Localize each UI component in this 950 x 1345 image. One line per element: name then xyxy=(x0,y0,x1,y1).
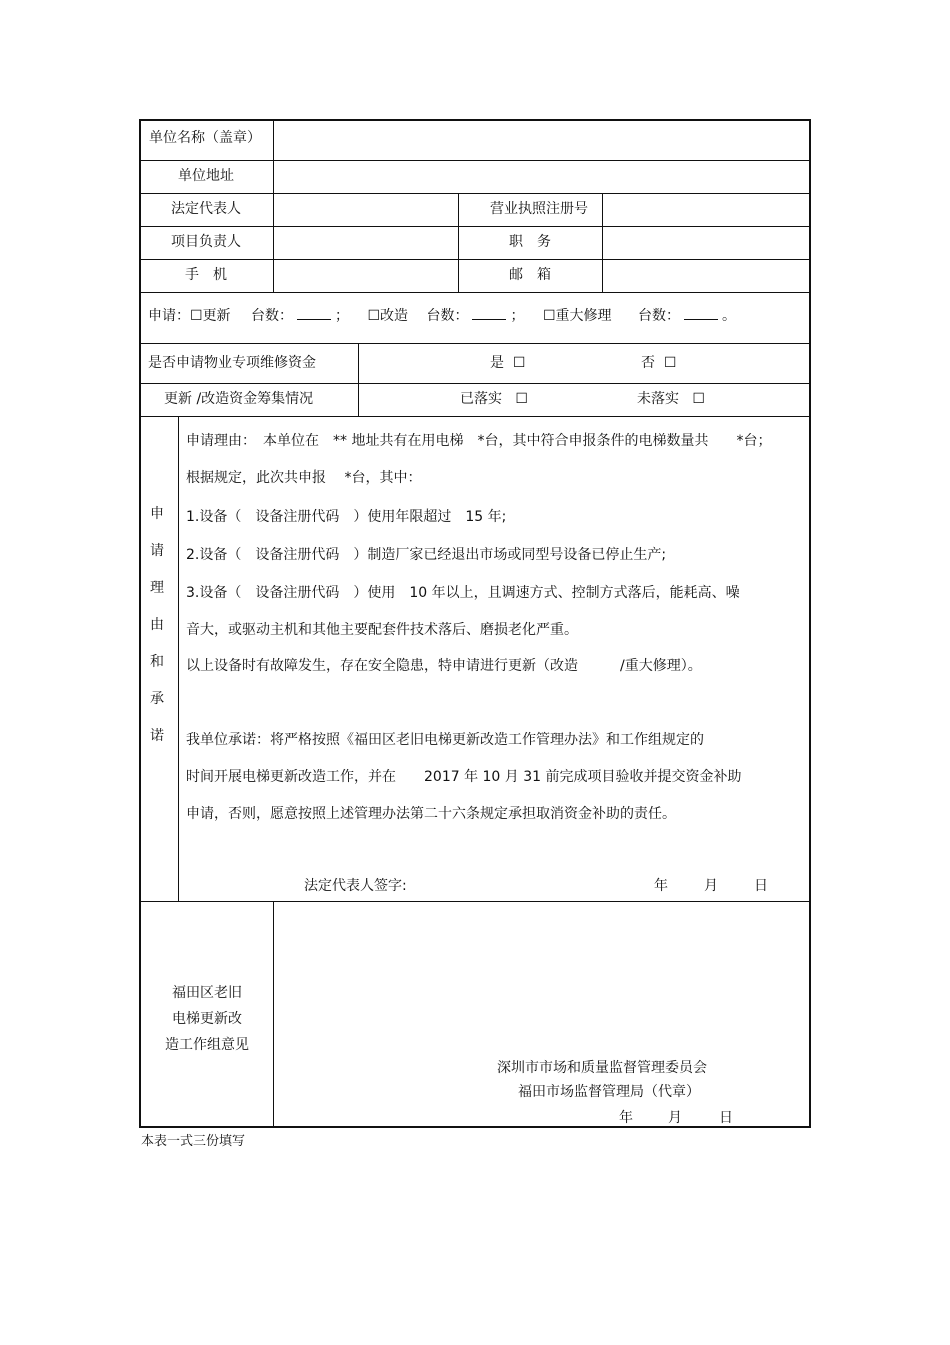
fund-done-label: 已落实 xyxy=(460,391,502,407)
unit-address-label: 单位地址 xyxy=(178,168,234,184)
col-divider xyxy=(273,119,274,293)
opinion-label-line: 福田区老旧 xyxy=(172,985,242,1001)
col-divider xyxy=(178,416,179,902)
unit-name-field[interactable] xyxy=(275,121,809,159)
opinion-year: 年 xyxy=(619,1110,633,1126)
col-divider xyxy=(273,901,274,1128)
pledge-line-3: 申请，否则，愿意按照上述管理办法第二十六条规定承担取消资金补助的责任。 xyxy=(186,806,676,822)
license-no-label: 营业执照注册号 xyxy=(490,201,588,217)
fund-yes-label: 是 xyxy=(490,355,504,371)
side-char: 和 xyxy=(150,654,164,670)
license-no-field[interactable] xyxy=(604,195,809,225)
fund-done-option[interactable] xyxy=(460,390,528,408)
fund-no-label: 否 xyxy=(641,355,655,371)
fund-yes-checkbox[interactable]: ☐ xyxy=(512,355,526,371)
row-divider xyxy=(139,416,811,417)
row-divider xyxy=(139,193,811,194)
separator: ； xyxy=(335,308,350,324)
opinion-label-line: 电梯更新改 xyxy=(172,1011,242,1027)
sign-year: 年 xyxy=(654,878,668,894)
fund-question-label: 是否申请物业专项维修资金 xyxy=(148,355,316,371)
side-char: 请 xyxy=(150,543,164,559)
reason-side-label xyxy=(141,496,173,755)
period: 。 xyxy=(721,308,736,324)
signature-field[interactable] xyxy=(420,872,630,896)
side-char: 理 xyxy=(150,580,164,596)
position-field[interactable] xyxy=(604,228,809,258)
opinion-label-line: 造工作组意见 xyxy=(165,1037,249,1053)
footer-note: 本表一式三份填写 xyxy=(141,1134,246,1149)
row-divider xyxy=(139,383,811,384)
fund-not-done-option[interactable] xyxy=(637,390,705,408)
pledge-line-2: 时间开展电梯更新改造工作，并在 2017 年 10 月 31 前完成项目验收并提交资金补助 xyxy=(186,769,742,785)
email-label: 邮 箱 xyxy=(509,267,551,283)
row-divider xyxy=(139,259,811,260)
fund-not-done-checkbox[interactable]: ☐ xyxy=(692,391,705,407)
opinion-label xyxy=(141,980,273,1058)
reason-line-7: 以上设备时有故障发生，存在安全隐患，特申请进行更新（改造 /重大修理）。 xyxy=(186,658,702,674)
update-label: 更新 xyxy=(202,308,231,324)
fund-done-checkbox[interactable]: ☐ xyxy=(515,391,528,407)
separator: ； xyxy=(510,308,525,324)
legal-rep-field[interactable] xyxy=(275,195,457,225)
side-char: 诺 xyxy=(150,728,164,744)
side-char: 由 xyxy=(150,617,164,633)
row-divider xyxy=(139,292,811,293)
opinion-day: 日 xyxy=(719,1110,733,1126)
row-divider xyxy=(139,343,811,344)
overhaul-count-label: 台数： xyxy=(637,308,680,324)
renovate-count-label: 台数： xyxy=(426,308,469,324)
renovate-count-blank[interactable] xyxy=(472,307,506,320)
update-checkbox[interactable]: ☐ xyxy=(190,308,203,324)
reason-line-3: 1.设备（ 设备注册代码 ）使用年限超过 15 年; xyxy=(186,509,507,525)
update-count-blank[interactable] xyxy=(297,307,331,320)
project-lead-label: 项目负责人 xyxy=(171,234,241,250)
reason-line-1: 申请理由： 本单位在 ** 地址共有在用电梯 *台，其中符合申报条件的电梯数量共 *台； xyxy=(186,433,772,449)
mobile-field[interactable] xyxy=(275,261,457,291)
position-label: 职 务 xyxy=(509,234,551,250)
opinion-month: 月 xyxy=(668,1110,682,1126)
renovate-checkbox[interactable]: ☐ xyxy=(367,308,381,324)
email-field[interactable] xyxy=(604,261,809,291)
side-char: 申 xyxy=(150,506,164,522)
reason-line-2: 根据规定，此次共申报 *台，其中： xyxy=(186,470,422,486)
opinion-field[interactable] xyxy=(275,903,809,1053)
row-divider xyxy=(139,901,811,902)
overhaul-count-blank[interactable] xyxy=(684,307,718,320)
signature-label: 法定代表人签字: xyxy=(304,878,407,894)
apply-type-line xyxy=(148,307,736,325)
renovate-label: 改造 xyxy=(380,308,409,324)
row-divider xyxy=(139,226,811,227)
reason-line-6: 音大，或驱动主机和其他主要配套件技术落后、磨损老化严重。 xyxy=(186,622,578,638)
legal-rep-label: 法定代表人 xyxy=(171,201,241,217)
sign-day: 日 xyxy=(754,878,768,894)
project-lead-field[interactable] xyxy=(275,228,457,258)
fund-no-option[interactable] xyxy=(641,354,676,372)
fund-yes-option[interactable] xyxy=(490,354,525,372)
opinion-org-1: 深圳市市场和质量监督管理委员会 xyxy=(497,1060,707,1076)
row-divider xyxy=(139,160,811,161)
mobile-label: 手 机 xyxy=(185,267,227,283)
apply-prefix: 申请： xyxy=(148,308,190,324)
overhaul-checkbox[interactable]: ☐ xyxy=(542,308,556,324)
pledge-line-1: 我单位承诺：将严格按照《福田区老旧电梯更新改造工作管理办法》和工作组规定的 xyxy=(186,732,704,748)
opinion-org-2: 福田市场监督管理局（代章） xyxy=(518,1084,700,1100)
side-char: 承 xyxy=(150,691,164,707)
fund-no-checkbox[interactable]: ☐ xyxy=(663,355,677,371)
sign-month: 月 xyxy=(704,878,718,894)
overhaul-label: 重大修理 xyxy=(555,308,612,324)
update-count-label: 台数： xyxy=(251,308,294,324)
unit-address-field[interactable] xyxy=(275,162,809,192)
fund-not-done-label: 未落实 xyxy=(637,391,679,407)
unit-name-label: 单位名称（盖章） xyxy=(149,130,261,146)
fund-raise-label: 更新 /改造资金筹集情况 xyxy=(164,391,314,407)
reason-line-5: 3.设备（ 设备注册代码 ）使用 10 年以上，且调速方式、控制方式落后，能耗高、噪 xyxy=(186,585,740,601)
reason-line-4: 2.设备（ 设备注册代码 ）制造厂家已经退出市场或同型号设备已停止生产; xyxy=(186,547,667,563)
col-divider xyxy=(358,343,359,417)
